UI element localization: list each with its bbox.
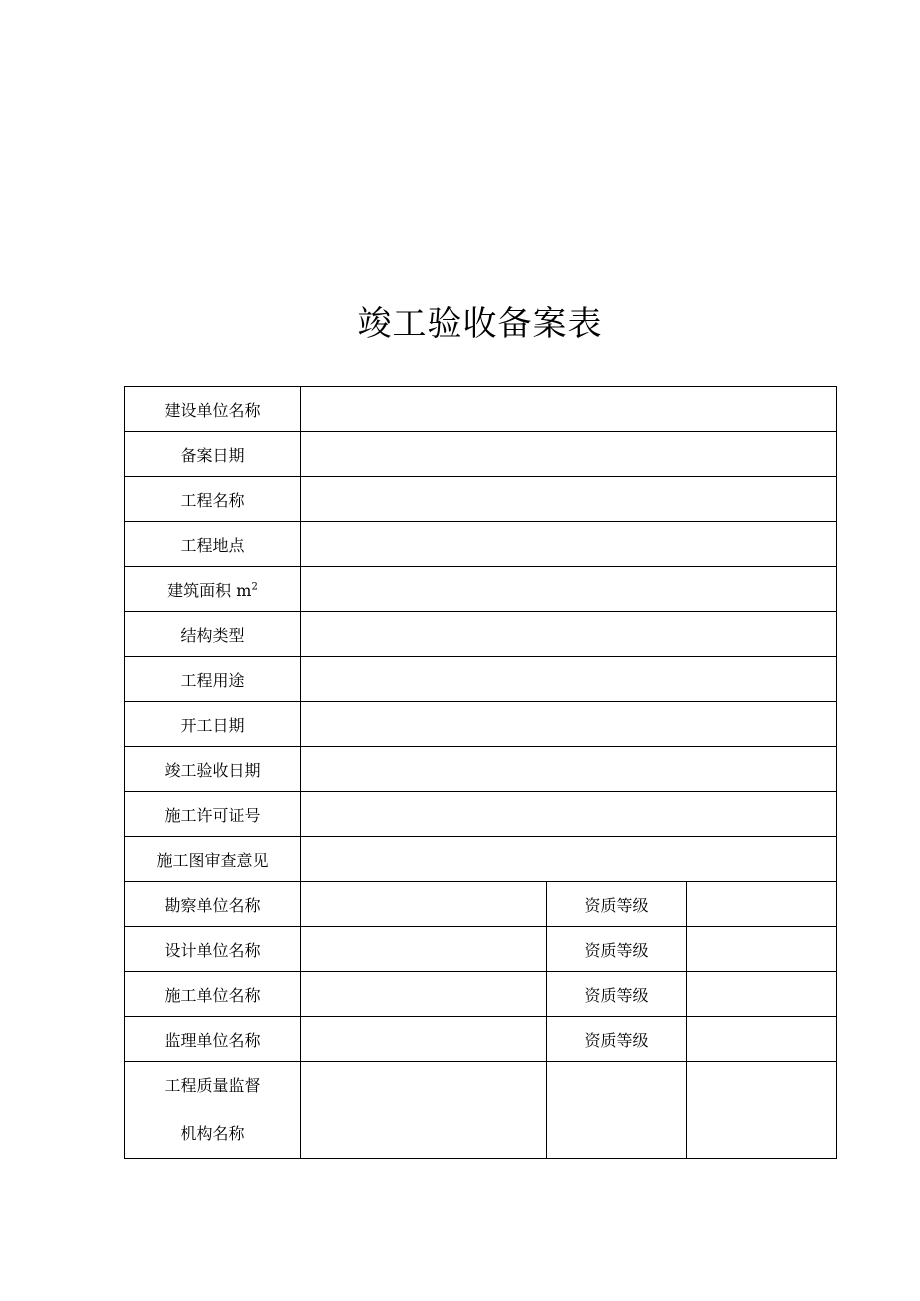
start-date-label: 开工日期	[125, 702, 301, 747]
table-row	[125, 702, 837, 747]
permit-number-label: 施工许可证号	[125, 792, 301, 837]
project-usage-label: 工程用途	[125, 657, 301, 702]
table-row	[125, 387, 837, 432]
record-form-table	[124, 386, 837, 1159]
structure-type-label: 结构类型	[125, 612, 301, 657]
construction-contractor-field[interactable]	[301, 972, 547, 1017]
table-row	[125, 567, 837, 612]
construction-unit-label: 建设单位名称	[125, 387, 301, 432]
table-row	[125, 432, 837, 477]
project-location-label: 工程地点	[125, 522, 301, 567]
building-area-field[interactable]	[301, 567, 837, 612]
design-grade-label: 资质等级	[547, 927, 687, 972]
filing-date-label: 备案日期	[125, 432, 301, 477]
survey-unit-label: 勘察单位名称	[125, 882, 301, 927]
table-row	[125, 927, 837, 972]
start-date-field[interactable]	[301, 702, 837, 747]
permit-number-field[interactable]	[301, 792, 837, 837]
construction-grade-field[interactable]	[687, 972, 837, 1017]
project-name-field[interactable]	[301, 477, 837, 522]
structure-type-field[interactable]	[301, 612, 837, 657]
table-row	[125, 837, 837, 882]
table-row	[125, 747, 837, 792]
quality-supervision-extra-2[interactable]	[687, 1062, 837, 1159]
filing-date-field[interactable]	[301, 432, 837, 477]
table-row	[125, 882, 837, 927]
supervision-unit-label: 监理单位名称	[125, 1017, 301, 1062]
table-row	[125, 792, 837, 837]
construction-contractor-label: 施工单位名称	[125, 972, 301, 1017]
construction-grade-label: 资质等级	[547, 972, 687, 1017]
design-grade-field[interactable]	[687, 927, 837, 972]
supervision-grade-field[interactable]	[687, 1017, 837, 1062]
area-unit-superscript: 2	[251, 581, 258, 593]
quality-supervision-extra-1[interactable]	[547, 1062, 687, 1159]
design-unit-field[interactable]	[301, 927, 547, 972]
table-row	[125, 612, 837, 657]
acceptance-date-field[interactable]	[301, 747, 837, 792]
survey-grade-field[interactable]	[687, 882, 837, 927]
table-row	[125, 1017, 837, 1062]
quality-supervision-line2: 机构名称	[180, 1124, 245, 1143]
survey-unit-field[interactable]	[301, 882, 547, 927]
survey-grade-label: 资质等级	[547, 882, 687, 927]
construction-unit-field[interactable]	[301, 387, 837, 432]
supervision-unit-field[interactable]	[301, 1017, 547, 1062]
drawing-review-field[interactable]	[301, 837, 837, 882]
table-row	[125, 1062, 837, 1159]
building-area-label	[125, 567, 301, 612]
quality-supervision-agency-label	[125, 1062, 301, 1159]
building-area-label-text: 建筑面积 m	[167, 580, 252, 600]
table-row	[125, 477, 837, 522]
acceptance-date-label: 竣工验收日期	[125, 747, 301, 792]
page-title: 竣工验收备案表	[357, 304, 603, 344]
supervision-grade-label: 资质等级	[547, 1017, 687, 1062]
project-location-field[interactable]	[301, 522, 837, 567]
table-row	[125, 972, 837, 1017]
table-row	[125, 522, 837, 567]
quality-supervision-line1: 工程质量监督	[164, 1076, 261, 1095]
quality-supervision-field[interactable]	[301, 1062, 547, 1159]
drawing-review-label: 施工图审查意见	[125, 837, 301, 882]
design-unit-label: 设计单位名称	[125, 927, 301, 972]
project-name-label: 工程名称	[125, 477, 301, 522]
project-usage-field[interactable]	[301, 657, 837, 702]
table-row	[125, 657, 837, 702]
